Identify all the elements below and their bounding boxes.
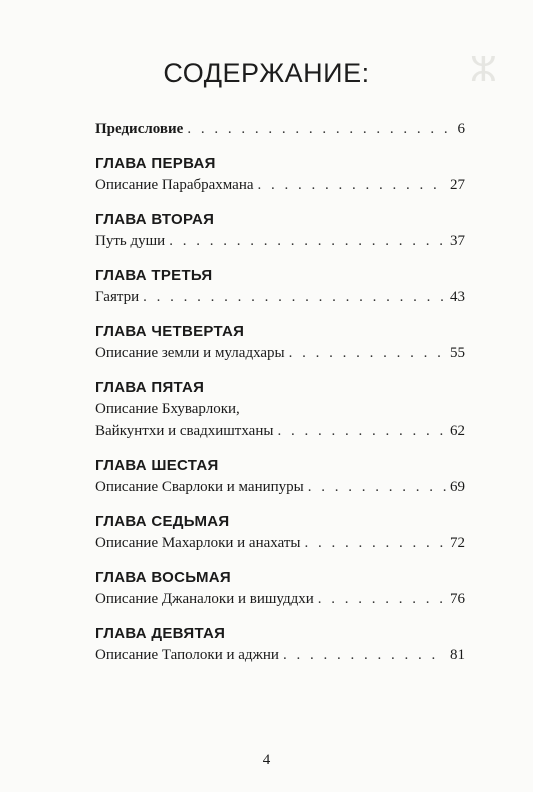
- toc-entry-preface[interactable]: [95, 118, 465, 140]
- toc-chapter-3[interactable]: [95, 266, 465, 308]
- leader-dots: [143, 286, 446, 308]
- chapter-heading: ГЛАВА ШЕСТАЯ: [95, 457, 219, 474]
- leader-dots: [187, 118, 447, 140]
- toc-entry-label-line2: Вайкунтхи и свадхиштханы: [95, 423, 274, 439]
- toc-chapter-1[interactable]: [95, 154, 465, 196]
- toc-chapter-4[interactable]: [95, 322, 465, 364]
- toc-page-number: 81: [450, 647, 465, 663]
- chapter-heading: ГЛАВА ВОСЬМАЯ: [95, 569, 231, 586]
- toc-chapter-8[interactable]: [95, 568, 465, 610]
- chapter-heading: ГЛАВА СЕДЬМАЯ: [95, 513, 230, 530]
- bleed-through-mark: ⵣ: [470, 52, 497, 89]
- leader-dots: [289, 342, 446, 364]
- chapter-heading: ГЛАВА ПЯТАЯ: [95, 379, 205, 396]
- leader-dots: [283, 644, 446, 666]
- toc-chapter-7[interactable]: [95, 512, 465, 554]
- page-number: 4: [262, 752, 271, 768]
- toc-entry-label: Предисловие: [95, 121, 184, 137]
- toc-page-number: 37: [450, 233, 465, 249]
- toc-entry-label: Описание Махарлоки и анахаты: [95, 535, 301, 551]
- chapter-heading: ГЛАВА ТРЕТЬЯ: [95, 267, 213, 284]
- chapter-heading: ГЛАВА ЧЕТВЕРТАЯ: [95, 323, 245, 340]
- toc-chapter-5[interactable]: [95, 378, 465, 442]
- toc-entry-label: Описание Парабрахмана: [95, 177, 254, 193]
- toc-chapter-2[interactable]: [95, 210, 465, 252]
- toc-page-number: 76: [450, 591, 465, 607]
- page-title: СОДЕРЖАНИЕ:: [163, 58, 370, 88]
- toc-entry-label-line1: Описание Бхуварлоки,: [95, 401, 240, 417]
- toc-entry-label: Описание Таполоки и аджни: [95, 647, 279, 663]
- chapter-heading: ГЛАВА ПЕРВАЯ: [95, 155, 216, 172]
- leader-dots: [318, 588, 446, 610]
- toc-entry-label: Описание Джаналоки и вишуддхи: [95, 591, 314, 607]
- toc-entry-label: Путь души: [95, 233, 166, 249]
- chapter-heading: ГЛАВА ВТОРАЯ: [95, 211, 215, 228]
- toc-page-number: 62: [450, 423, 465, 439]
- toc-page-number: 6: [457, 121, 465, 137]
- leader-dots: [169, 230, 446, 252]
- toc-entry-label: Описание Сварлоки и манипуры: [95, 479, 304, 495]
- leader-dots: [308, 476, 446, 498]
- chapter-heading: ГЛАВА ДЕВЯТАЯ: [95, 625, 226, 642]
- toc-entry-label: Гаятри: [95, 289, 140, 305]
- toc-chapter-9[interactable]: [95, 624, 465, 666]
- leader-dots: [258, 174, 446, 196]
- toc-page-number: 72: [450, 535, 465, 551]
- table-of-contents: [95, 118, 465, 666]
- toc-entry-label: Описание земли и муладхары: [95, 345, 285, 361]
- toc-page-number: 69: [450, 479, 465, 495]
- toc-chapter-6[interactable]: [95, 456, 465, 498]
- leader-dots: [304, 532, 446, 554]
- toc-page-number: 55: [450, 345, 465, 361]
- leader-dots: [277, 420, 446, 442]
- toc-page-number: 43: [450, 289, 465, 305]
- toc-page-number: 27: [450, 177, 465, 193]
